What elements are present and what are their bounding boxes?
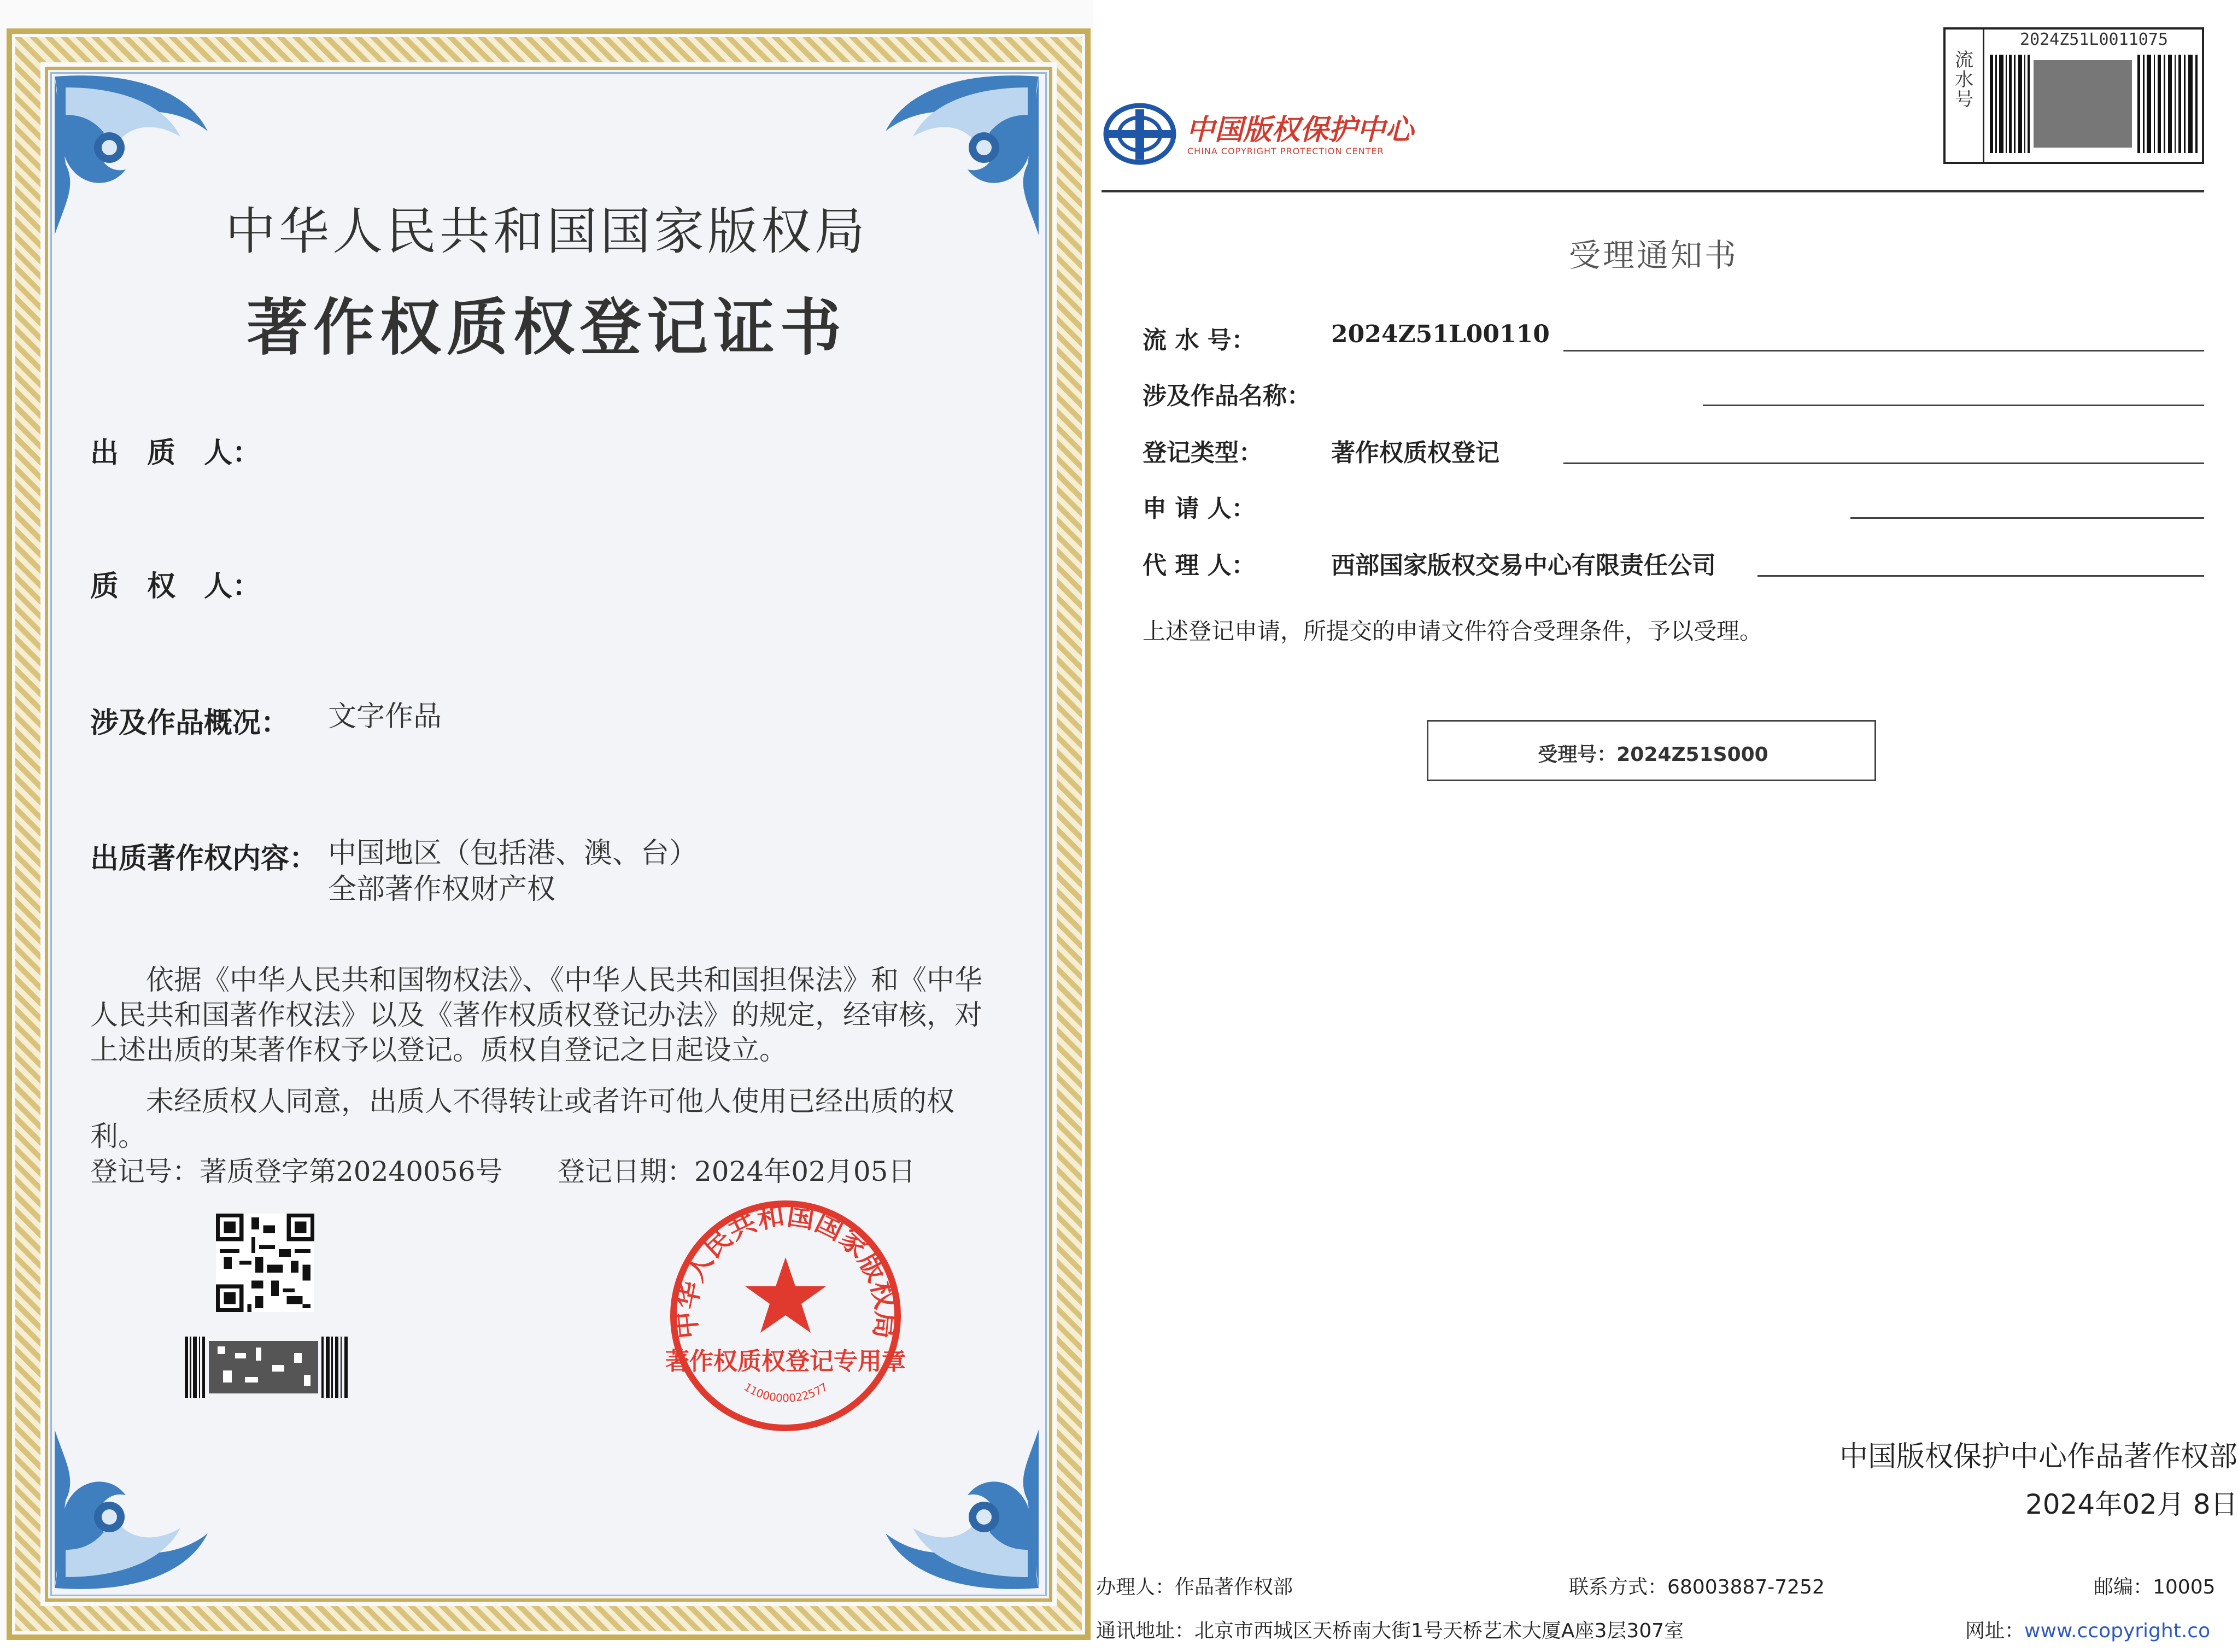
footer-website-label: 网址：	[1965, 1620, 2025, 1642]
serial-top-number: 2024Z51L0011075	[2020, 30, 2168, 49]
signing-date: 2024年02月 8日	[2025, 1489, 2238, 1520]
field-label-applicant: 申 请 人：	[1143, 495, 1256, 523]
acceptance-number: 受理号：2024Z51S000	[1538, 743, 1768, 766]
certificate-barcode-icon	[185, 1337, 349, 1398]
notice-title: 受理通知书	[1569, 237, 1739, 274]
field-underline-serial	[1563, 350, 2204, 352]
field-value-agent: 西部国家版权交易中心有限责任公司	[1331, 552, 1716, 579]
footer-website	[1965, 1615, 2210, 1643]
footer-address: 通讯地址：北京市西城区天桥南大街1号天桥艺术大厦A座3层307室	[1096, 1620, 1684, 1642]
pledged-rights-line2: 全部著作权财产权	[328, 873, 556, 906]
ornament-bottom-right-icon	[815, 1419, 1050, 1599]
pledged-rights-label: 出质著作权内容：	[90, 842, 318, 875]
footer-postcode: 邮编：10005	[2094, 1576, 2216, 1598]
serial-side-label: 流水号	[1955, 49, 1973, 110]
field-value-serial: 2024Z51L00110	[1331, 320, 1550, 348]
acceptance-notice	[1096, 0, 2238, 1652]
copyright-pledge-certificate	[0, 0, 1093, 1640]
field-underline-agent	[1757, 575, 2204, 577]
footer-contact: 联系方式：68003887-7252	[1569, 1576, 1825, 1598]
work-overview-value: 文字作品	[328, 700, 442, 733]
footer-handler: 办理人：作品著作权部	[1096, 1576, 1293, 1598]
seal-inner-text: 著作权质权登记专用章	[665, 1348, 906, 1375]
pledgee-label: 质 权 人：	[90, 570, 261, 603]
registration-number: 登记号：著质登字第20240056号	[90, 1156, 503, 1187]
work-overview-label: 涉及作品概况：	[90, 706, 290, 740]
legal-basis-paragraph: 依据《中华人民共和国物权法》、《中华人民共和国担保法》和《中华人民共和国著作权法》以及《著作权质权登记办法》的规定，经审核，对上述出质的某著作权予以登记。质权自登记之日起设立。	[90, 964, 983, 1067]
official-seal-icon	[664, 1194, 907, 1438]
serial-barcode-icon	[1990, 55, 2204, 153]
field-value-reg-type: 著作权质权登记	[1331, 439, 1499, 467]
footer-website-link[interactable]: www.ccopyright.co	[2024, 1620, 2211, 1642]
issuing-authority-title: 中华人民共和国国家版权局	[225, 202, 868, 261]
field-underline-work-name	[1703, 405, 2204, 406]
field-label-work-name: 涉及作品名称：	[1143, 382, 1311, 410]
field-underline-reg-type	[1563, 462, 2204, 464]
ornament-bottom-left-icon	[44, 1419, 279, 1599]
registration-date: 登记日期：2024年02月05日	[558, 1156, 916, 1187]
ccpc-logo-english: CHINA COPYRIGHT PROTECTION CENTER	[1187, 146, 1384, 156]
field-label-agent: 代 理 人：	[1143, 552, 1256, 579]
pledgor-label: 出 质 人：	[90, 436, 261, 470]
acceptance-number-box	[1427, 720, 1876, 781]
signing-organization: 中国版权保护中心作品著作权部	[1839, 1440, 2238, 1473]
pledged-rights-line1: 中国地区（包括港、澳、台）	[328, 837, 698, 870]
seal-outer-text: 中华人民共和国国家版权局	[669, 1199, 903, 1340]
seal-number: 1100000022577	[741, 1380, 830, 1405]
field-underline-applicant	[1850, 517, 2204, 519]
ccpc-logo-chinese: 中国版权保护中心	[1186, 113, 1414, 147]
field-label-serial: 流 水 号：	[1143, 326, 1256, 354]
field-label-reg-type: 登记类型：	[1143, 439, 1263, 467]
qr-code-icon	[216, 1214, 314, 1312]
acceptance-statement: 上述登记申请，所提交的申请文件符合受理条件，予以受理。	[1143, 618, 1763, 645]
notice-header-rule	[1102, 190, 2204, 192]
certificate-title: 著作权质权登记证书	[247, 292, 847, 364]
transfer-restriction-paragraph: 未经质权人同意，出质人不得转让或者许可他人使用已经出质的权利。	[90, 1086, 955, 1153]
serial-box-divider	[1983, 27, 1984, 164]
